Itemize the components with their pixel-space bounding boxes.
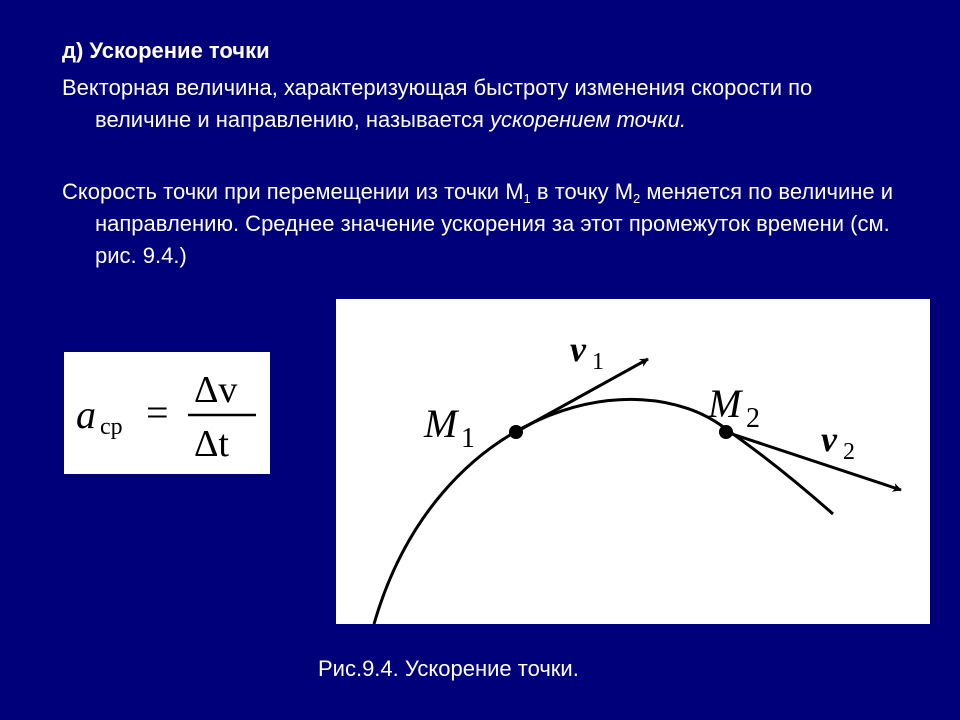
point-m2	[719, 425, 733, 439]
label-v2: v	[821, 419, 837, 459]
formula-equals: =	[146, 390, 169, 435]
formula-numerator: Δv	[194, 369, 238, 411]
slide-heading: д) Ускорение точки	[62, 38, 270, 63]
velocity-text-part2: в точку М	[530, 179, 634, 204]
label-m1: M	[424, 401, 458, 446]
velocity-text-part3: меняется по величине и направлению. Среднее значение ускорения за этот промежуток времени (см. рис. 9.4.)	[95, 179, 894, 268]
figure-box	[336, 299, 930, 624]
velocity-change-paragraph	[62, 176, 895, 272]
definition-paragraph	[62, 72, 895, 136]
label-m1-sub: 1	[461, 423, 475, 454]
trajectory-figure	[336, 299, 930, 624]
velocity-v1-arrow	[516, 359, 648, 432]
label-v1: v	[570, 329, 586, 369]
label-m2: M	[708, 381, 742, 426]
velocity-text-part1: Скорость точки при перемещении из точки М	[62, 179, 524, 204]
point-m1	[509, 425, 523, 439]
figure-caption: Рис.9.4. Ускорение точки.	[318, 656, 579, 681]
label-v1-sub: 1	[592, 349, 604, 375]
velocity-sub1: 1	[523, 191, 531, 206]
label-v2-sub: 2	[843, 439, 855, 465]
label-m2-sub: 2	[746, 403, 760, 434]
formula-box	[64, 352, 270, 474]
velocity-v2-arrow	[726, 432, 901, 490]
formula-lhs-subscript: ср	[100, 414, 123, 440]
velocity-sub2: 2	[633, 191, 641, 206]
average-acceleration-formula	[64, 352, 270, 474]
definition-term: ускорением точки.	[489, 107, 687, 132]
formula-lhs: a	[76, 392, 96, 437]
definition-text: Векторная величина, характеризующая быстроту изменения скорости по величине и направлению, называется	[62, 75, 813, 132]
formula-denominator: Δt	[194, 423, 229, 465]
